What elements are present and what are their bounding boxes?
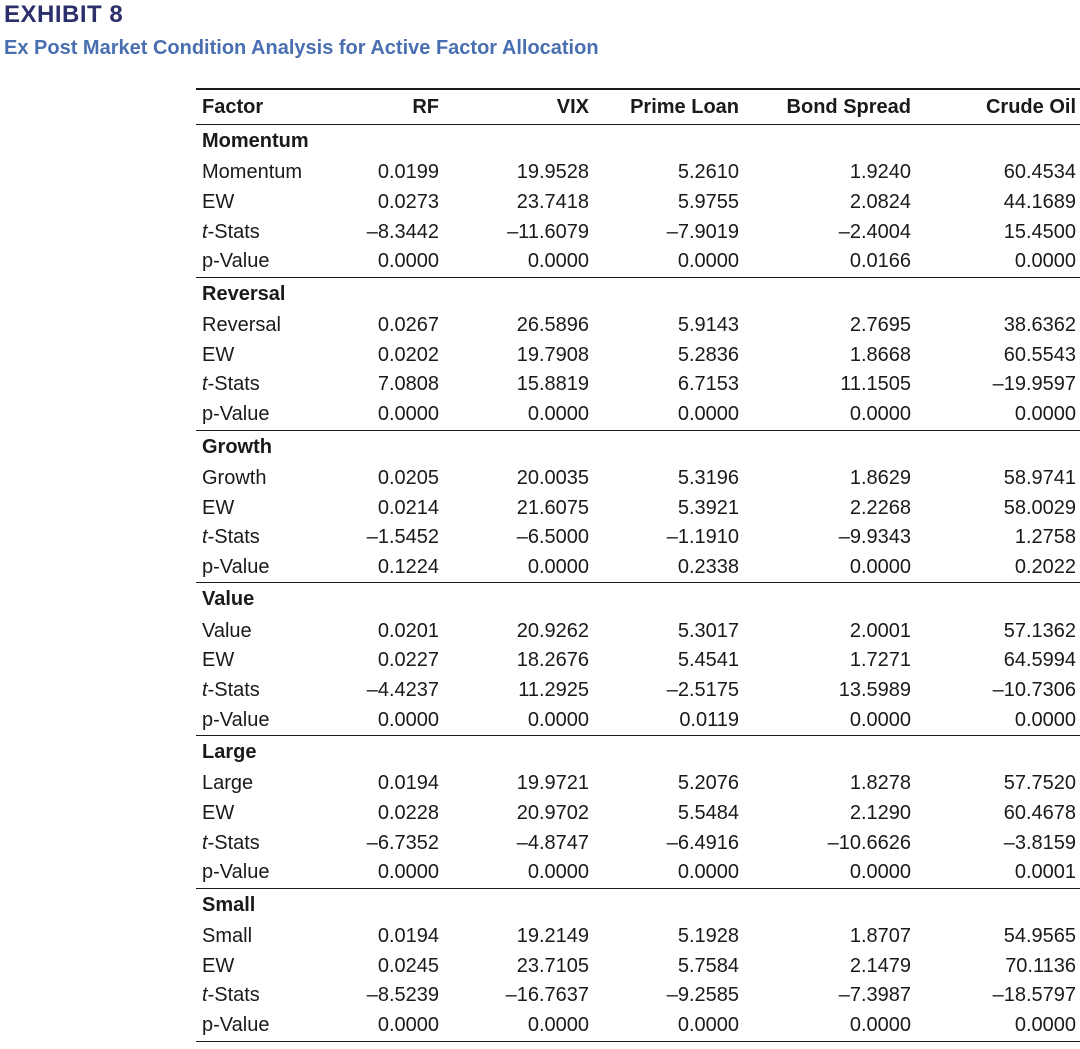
cell-value: 0.0000: [328, 400, 443, 430]
cell-value: 64.5994: [1003, 649, 1076, 672]
cell-value: 2.0824: [849, 191, 911, 214]
row-label: p-Value: [196, 400, 328, 430]
cell-value: 60.5543: [1003, 343, 1076, 366]
cell-value: 0.0199: [377, 161, 439, 184]
row-label: t-Stats: [202, 984, 260, 1007]
row-label: t-Stats: [202, 678, 260, 701]
cell-value: 58.0029: [1003, 496, 1076, 519]
row-label: t-Stats: [202, 373, 260, 396]
table-header: [196, 89, 1080, 125]
table-row: [196, 553, 1080, 583]
cell-value: 2.1290: [849, 802, 911, 825]
cell-value: –8.5239: [366, 984, 439, 1007]
cell-value: –6.5000: [516, 526, 589, 549]
table-row: [196, 311, 1080, 341]
cell-value: –4.8747: [516, 831, 589, 854]
cell-value: 21.6075: [516, 496, 589, 519]
cell-value: 20.0035: [516, 466, 589, 489]
cell-value: 38.6362: [1003, 314, 1076, 337]
cell-value: 0.0201: [377, 619, 439, 642]
cell-value: 0.1224: [328, 553, 443, 583]
factor-table: [196, 88, 1080, 1042]
table-row: [196, 217, 1080, 247]
cell-value: 0.0000: [593, 247, 743, 277]
cell-value: 5.2610: [677, 161, 739, 184]
cell-value: 26.5896: [516, 314, 589, 337]
cell-value: 13.5989: [838, 678, 911, 701]
row-label: Small: [202, 925, 253, 948]
cell-value: 70.1136: [1005, 954, 1076, 977]
cell-value: –8.3442: [366, 220, 439, 243]
row-label: EW: [202, 802, 235, 825]
cell-value: 19.9721: [516, 772, 589, 795]
cell-value: –2.5175: [666, 678, 739, 701]
cell-value: 57.7520: [1003, 772, 1076, 795]
table-row: [196, 981, 1080, 1011]
cell-value: 0.0000: [328, 858, 443, 888]
cell-value: 0.0000: [915, 247, 1080, 277]
row-label: Growth: [202, 466, 267, 489]
factor-table-container: [196, 88, 1080, 1042]
cell-value: 0.0119: [593, 705, 743, 735]
table-row: [196, 676, 1080, 706]
cell-value: 11.1505: [840, 373, 911, 396]
cell-value: 0.0000: [593, 858, 743, 888]
cell-value: 1.7271: [849, 649, 911, 672]
group-name: Momentum: [202, 130, 309, 152]
cell-value: 5.3017: [677, 619, 739, 642]
cell-value: 5.9143: [677, 314, 739, 337]
table-row: [196, 646, 1080, 676]
table-row: [196, 769, 1080, 799]
row-label: p-Value: [196, 553, 328, 583]
cell-value: 2.0001: [849, 619, 911, 642]
cell-value: –10.6626: [827, 831, 911, 854]
cell-value: 23.7418: [516, 191, 589, 214]
group-name: Growth: [202, 435, 272, 458]
cell-value: 2.1479: [849, 954, 911, 977]
row-label: Reversal: [202, 314, 281, 337]
cell-value: 0.0194: [377, 925, 439, 948]
cell-value: 0.0000: [743, 705, 915, 735]
table-row: [196, 493, 1080, 523]
row-label: t-Stats: [202, 526, 260, 549]
row-label: EW: [202, 649, 235, 672]
row-label: Momentum: [202, 161, 303, 184]
cell-value: 0.0000: [593, 1011, 743, 1041]
cell-value: 0.2338: [593, 553, 743, 583]
cell-value: –11.6079: [507, 220, 589, 243]
group-name: Reversal: [202, 282, 286, 305]
cell-value: 1.9240: [849, 161, 911, 184]
cell-value: 0.0000: [443, 858, 593, 888]
table-row: [196, 400, 1080, 430]
cell-value: –7.9019: [666, 220, 739, 243]
cell-value: 5.2076: [677, 772, 739, 795]
column-header-crude-oil: Crude Oil: [915, 89, 1080, 125]
group-name: Large: [202, 741, 257, 763]
cell-value: 0.0205: [377, 466, 439, 489]
cell-value: 57.1362: [1003, 619, 1076, 642]
cell-value: 5.3921: [677, 496, 739, 519]
cell-value: 0.0166: [743, 247, 915, 277]
cell-value: 0.0001: [915, 858, 1080, 888]
cell-value: 0.0267: [377, 314, 439, 337]
cell-value: 1.8707: [849, 925, 911, 948]
exhibit-title: Ex Post Market Condition Analysis for Active Factor Allocation: [4, 37, 599, 59]
cell-value: –4.4237: [366, 678, 439, 701]
header-row: [196, 89, 1080, 125]
cell-value: 44.1689: [1003, 191, 1076, 214]
table-row: [196, 828, 1080, 858]
cell-value: 15.8819: [516, 373, 589, 396]
table-row: [196, 1011, 1080, 1041]
cell-value: 0.0273: [377, 191, 439, 214]
cell-value: 0.0000: [443, 705, 593, 735]
cell-value: 23.7105: [516, 954, 589, 977]
cell-value: –1.1910: [666, 526, 739, 549]
cell-value: 11.2925: [518, 678, 589, 701]
cell-value: 5.2836: [677, 343, 739, 366]
group-header-row: [196, 125, 1080, 159]
exhibit-label: EXHIBIT 8: [4, 1, 124, 28]
table-body: [196, 125, 1080, 1042]
row-label: EW: [202, 343, 235, 366]
row-label: Large: [202, 772, 254, 795]
cell-value: 5.5484: [677, 802, 739, 825]
cell-value: 1.8668: [849, 343, 911, 366]
row-label: p-Value: [196, 1011, 328, 1041]
cell-value: –16.7637: [505, 984, 589, 1007]
row-label: p-Value: [196, 705, 328, 735]
cell-value: –1.5452: [366, 526, 439, 549]
table-row: [196, 370, 1080, 400]
cell-value: 0.0000: [443, 553, 593, 583]
row-label: p-Value: [196, 858, 328, 888]
cell-value: –9.2585: [666, 984, 739, 1007]
table-row: [196, 616, 1080, 646]
row-label: EW: [202, 191, 235, 214]
cell-value: 20.9702: [516, 802, 589, 825]
cell-value: 5.4541: [677, 649, 739, 672]
table-row: [196, 247, 1080, 277]
cell-value: –18.5797: [992, 984, 1076, 1007]
table-row: [196, 858, 1080, 888]
column-header-factor: Factor: [196, 89, 328, 125]
cell-value: 0.0000: [915, 400, 1080, 430]
cell-value: 19.2149: [516, 925, 589, 948]
cell-value: –7.3987: [838, 984, 911, 1007]
cell-value: 0.0000: [915, 705, 1080, 735]
cell-value: 0.0000: [443, 247, 593, 277]
cell-value: 0.0000: [328, 247, 443, 277]
cell-value: 7.0808: [377, 373, 439, 396]
cell-value: 5.7584: [677, 954, 739, 977]
cell-value: 0.2022: [915, 553, 1080, 583]
table-row: [196, 188, 1080, 218]
cell-value: 0.0194: [377, 772, 439, 795]
cell-value: 1.8278: [849, 772, 911, 795]
cell-value: 54.9565: [1003, 925, 1076, 948]
table-row: [196, 705, 1080, 735]
cell-value: 60.4678: [1003, 802, 1076, 825]
row-label: t-Stats: [202, 831, 260, 854]
cell-value: 15.4500: [1003, 220, 1076, 243]
cell-value: –2.4004: [838, 220, 911, 243]
column-header-bond-spread: Bond Spread: [743, 89, 915, 125]
cell-value: 5.1928: [677, 925, 739, 948]
cell-value: 5.9755: [677, 191, 739, 214]
cell-value: –9.9343: [838, 526, 911, 549]
cell-value: –6.4916: [666, 831, 739, 854]
table-row: [196, 340, 1080, 370]
table-row: [196, 158, 1080, 188]
group-header-row: [196, 430, 1080, 464]
cell-value: 19.9528: [516, 161, 589, 184]
group-name: Value: [202, 588, 255, 611]
group-header-row: [196, 736, 1080, 770]
table-row: [196, 951, 1080, 981]
table-row: [196, 523, 1080, 553]
row-label: p-Value: [196, 247, 328, 277]
cell-value: 0.0227: [377, 649, 439, 672]
cell-value: 2.2268: [849, 496, 911, 519]
cell-value: 18.2676: [516, 649, 589, 672]
row-label: EW: [202, 496, 235, 519]
group-header-row: [196, 583, 1080, 617]
cell-value: –3.8159: [1003, 831, 1076, 854]
table-row: [196, 464, 1080, 494]
row-label: EW: [202, 954, 235, 977]
cell-value: 60.4534: [1003, 161, 1076, 184]
cell-value: 19.7908: [516, 343, 589, 366]
cell-value: 20.9262: [516, 619, 589, 642]
cell-value: 0.0000: [328, 705, 443, 735]
cell-value: 0.0245: [377, 954, 439, 977]
cell-value: 0.0000: [743, 553, 915, 583]
cell-value: 0.0000: [443, 1011, 593, 1041]
cell-value: 5.3196: [677, 466, 739, 489]
row-label: t-Stats: [202, 220, 260, 243]
cell-value: 0.0000: [743, 858, 915, 888]
column-header-prime-loan: Prime Loan: [593, 89, 743, 125]
group-header-row: [196, 888, 1080, 922]
cell-value: –6.7352: [366, 831, 439, 854]
cell-value: 0.0000: [743, 1011, 915, 1041]
group-header-row: [196, 277, 1080, 311]
cell-value: –19.9597: [992, 373, 1076, 396]
cell-value: 0.0000: [743, 400, 915, 430]
cell-value: 0.0000: [328, 1011, 443, 1041]
column-header-vix: VIX: [443, 89, 593, 125]
table-row: [196, 799, 1080, 829]
row-label: Value: [202, 619, 252, 642]
cell-value: 0.0000: [443, 400, 593, 430]
table-row: [196, 922, 1080, 952]
cell-value: 0.0214: [377, 496, 439, 519]
cell-value: 6.7153: [677, 373, 739, 396]
column-header-rf: RF: [328, 89, 443, 125]
cell-value: 1.8629: [849, 466, 911, 489]
cell-value: 0.0228: [377, 802, 439, 825]
cell-value: –10.7306: [992, 678, 1076, 701]
cell-value: 1.2758: [1014, 526, 1076, 549]
cell-value: 0.0000: [915, 1011, 1080, 1041]
group-name: Small: [202, 893, 256, 916]
cell-value: 2.7695: [849, 314, 911, 337]
cell-value: 58.9741: [1003, 466, 1076, 489]
cell-value: 0.0000: [593, 400, 743, 430]
cell-value: 0.0202: [377, 343, 439, 366]
